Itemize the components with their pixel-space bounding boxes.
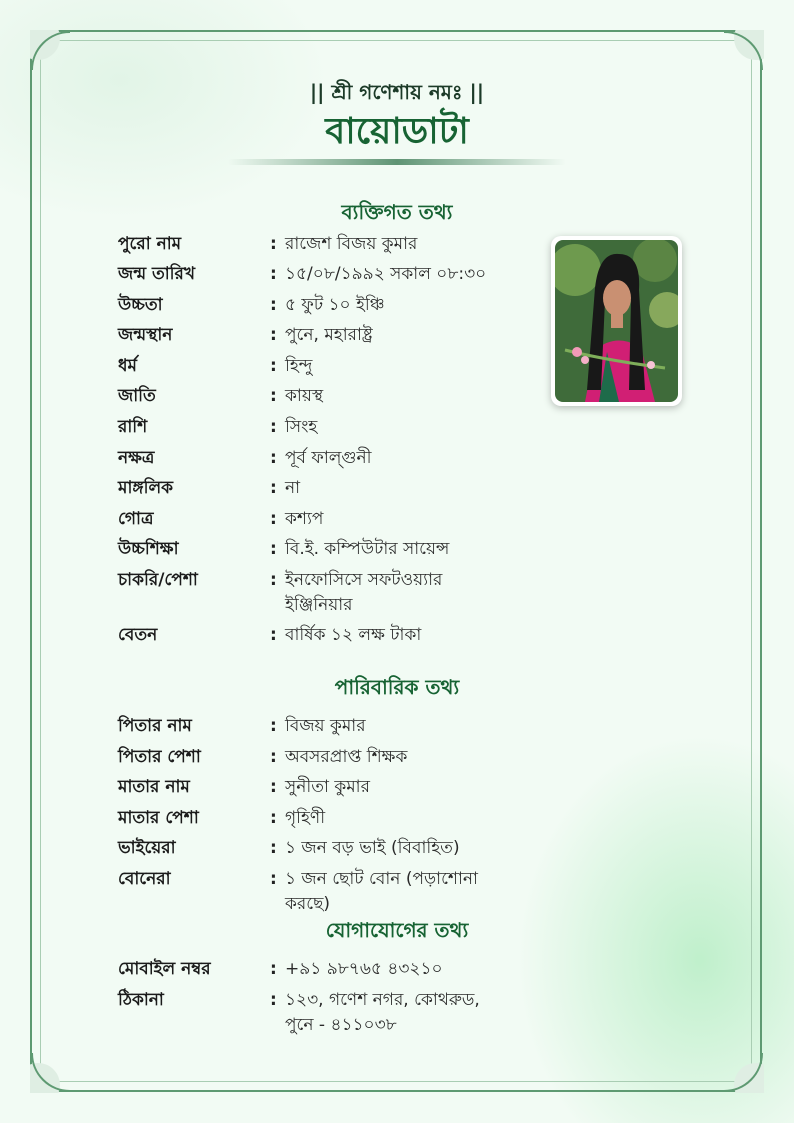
field-separator: : [270, 478, 277, 498]
field-label: মাঙ্গলিক [118, 478, 174, 498]
profile-photo [551, 236, 682, 406]
corner-ornament-icon [722, 30, 764, 72]
field-label: মাতার নাম [118, 777, 190, 797]
field-value: সুনীতা কুমার [285, 777, 370, 797]
field-label: ধর্ম [118, 356, 137, 376]
corner-ornament-icon [30, 1051, 72, 1093]
field-separator: : [270, 234, 277, 254]
field-value: হিন্দু [285, 356, 313, 376]
field-value: পুনে, মহারাষ্ট্র [285, 325, 373, 345]
field-separator: : [270, 386, 277, 406]
field-value: গৃহিণী [285, 808, 326, 828]
field-label: চাকরি/পেশা [118, 570, 198, 590]
field-value: বার্ষিক ১২ লক্ষ টাকা [285, 625, 422, 645]
field-separator: : [270, 990, 277, 1010]
field-label: মাতার পেশা [118, 808, 199, 828]
corner-ornament-icon [30, 30, 72, 72]
field-value: +৯১ ৯৮৭৬৫ ৪৩২১০ [285, 959, 443, 979]
portrait-photo-icon [555, 240, 678, 402]
field-separator: : [270, 295, 277, 315]
field-label: পুরো নাম [118, 234, 182, 254]
field-separator: : [270, 448, 277, 468]
field-label: মোবাইল নম্বর [118, 959, 211, 979]
field-value: ১ জন ছোট বোন (পড়াশোনা করছে) [285, 869, 478, 914]
field-value: ৫ ফুট ১০ ইঞ্চি [285, 295, 385, 315]
field-value: কায়স্থ [285, 386, 324, 406]
field-value: রাজেশ বিজয় কুমার [285, 234, 418, 254]
field-value: না [285, 478, 301, 498]
field-value: বিজয় কুমার [285, 716, 366, 736]
corner-ornament-icon [722, 1051, 764, 1093]
field-label: নক্ষত্র [118, 448, 155, 468]
field-separator: : [270, 325, 277, 345]
field-separator: : [270, 539, 277, 559]
field-label: ঠিকানা [118, 990, 164, 1010]
field-value: বি.ই. কম্পিউটার সায়েন্স [285, 539, 450, 559]
field-label: গোত্র [118, 509, 154, 529]
field-label: বোনেরা [118, 869, 171, 889]
field-label: ভাইয়েরা [118, 838, 176, 858]
field-separator: : [270, 777, 277, 797]
field-value: পূর্ব ফাল্গুনী [285, 448, 372, 468]
field-separator: : [270, 747, 277, 767]
field-value: সিংহ [285, 417, 318, 437]
section-heading-contact: যোগাযোগের তথ্য [325, 918, 469, 942]
field-separator: : [270, 959, 277, 979]
field-label: জাতি [118, 386, 156, 406]
field-label: পিতার পেশা [118, 747, 201, 767]
section-heading-family: পারিবারিক তথ্য [334, 675, 460, 699]
field-value: ১ জন বড় ভাই (বিবাহিত) [285, 838, 460, 858]
field-label: পিতার নাম [118, 716, 192, 736]
field-separator: : [270, 869, 277, 889]
page-title: বায়োডাটা [325, 111, 469, 152]
field-separator: : [270, 417, 277, 437]
field-label: জন্ম তারিখ [118, 264, 196, 284]
field-separator: : [270, 264, 277, 284]
field-label: বেতন [118, 625, 158, 645]
field-separator: : [270, 808, 277, 828]
field-separator: : [270, 509, 277, 529]
field-value: ইনফোসিসে সফটওয়্যার ইঞ্জিনিয়ার [285, 570, 443, 615]
field-separator: : [270, 570, 277, 590]
title-divider [228, 159, 566, 165]
field-label: রাশি [118, 417, 148, 437]
field-value: ১৫/০৮/১৯৯২ সকাল ০৮:৩০ [285, 264, 487, 284]
field-value: অবসরপ্রাপ্ত শিক্ষক [285, 747, 408, 767]
section-heading-personal: ব্যক্তিগত তথ্য [341, 200, 453, 224]
field-value: কশ্যপ [285, 509, 324, 529]
field-separator: : [270, 716, 277, 736]
field-label: উচ্চশিক্ষা [118, 539, 179, 559]
field-separator: : [270, 838, 277, 858]
invocation-text: || শ্রী গণেশায় নমঃ || [309, 80, 485, 104]
field-separator: : [270, 356, 277, 376]
field-separator: : [270, 625, 277, 645]
field-label: উচ্চতা [118, 295, 163, 315]
field-value: ১২৩, গণেশ নগর, কোথরুড, পুনে - ৪১১০৩৮ [285, 990, 480, 1035]
field-label: জন্মস্থান [118, 325, 173, 345]
